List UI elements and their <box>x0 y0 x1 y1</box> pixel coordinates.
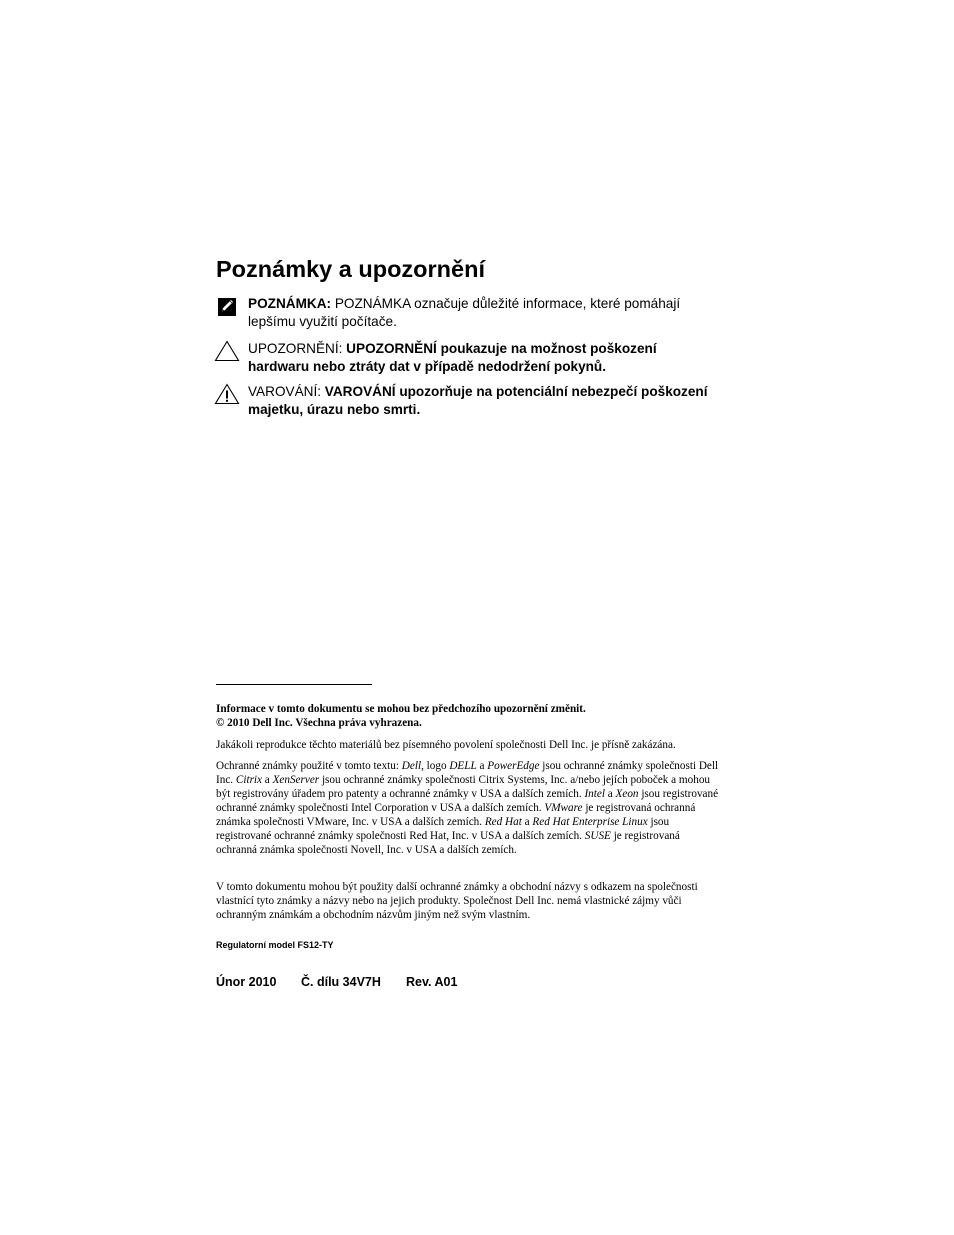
warning-label: VAROVÁNÍ: <box>248 384 322 399</box>
trademark-dell: Dell <box>401 760 422 772</box>
caution-text <box>248 340 714 375</box>
warning-block <box>214 383 714 418</box>
warning-exclamation-icon <box>214 383 240 405</box>
trademark-xenserver: XenServer <box>272 774 320 786</box>
footer-date: Únor 2010 <box>216 975 277 989</box>
caution-block <box>214 340 714 375</box>
trademark-rhel: Red Hat Enterprise Linux <box>532 816 648 828</box>
note-body: POZNÁMKA označuje důležité informace, které pomáhají lepšímu využití počítače. <box>248 296 681 329</box>
regulatory-model: Regulatorní model FS12-TY <box>216 940 334 950</box>
trademark-text: Ochranné známky použité v tomto textu: <box>216 760 402 772</box>
trademark-text: , logo <box>421 760 450 772</box>
trademark-text: a <box>476 760 488 772</box>
other-trademarks-notice: V tomto dokumentu mohou být použity další ochranné známky a obchodní názvy s odkazem na společnosti vlastnící tyto známky a názvy nebo na jejich produkty. Společnost Dell Inc. nemá vlastnické zájmy vůči ochranným známkám a obchodním názvům jiným než svým vlastním. <box>216 881 698 921</box>
caution-body: UPOZORNĚNÍ poukazuje na možnost poškození hardwaru nebo ztráty dat v případě nedodržení pokynů. <box>248 341 657 374</box>
caution-triangle-icon <box>214 340 240 362</box>
trademark-vmware: VMware <box>544 802 583 814</box>
footnote-divider <box>216 684 372 685</box>
trademark-text: a <box>521 816 533 828</box>
legal-notice-line: Informace v tomto dokumentu se mohou bez předchozího upozornění změnit. <box>216 703 586 715</box>
trademark-poweredge: PowerEdge <box>487 760 540 772</box>
trademark-text: jsou registrované ochranné známky společnosti Intel Corporation v USA a dalších zemích. <box>216 788 719 814</box>
trademark-text: jsou ochranné známky společnosti Citrix Systems, Inc. a/nebo jejích poboček a mohou být registrovány úřadem pro patenty a ochranné známky v USA a dalších zemích. <box>216 774 711 800</box>
trademark-text: a <box>604 788 616 800</box>
trademark-text: jsou registrované ochranné známky společnosti Red Hat, Inc. v USA a dalších zemích. <box>216 816 670 842</box>
footer-revision: Rev. A01 <box>406 975 458 989</box>
footer-part-number: Č. dílu 34V7H <box>301 975 381 989</box>
trademark-redhat: Red Hat <box>484 816 522 828</box>
reproduction-notice: Jakákoli reprodukce těchto materiálů bez písemného povolení společnosti Dell Inc. je přísně zakázána. <box>216 739 676 751</box>
trademark-text: a <box>262 774 273 786</box>
trademark-text: jsou ochranné známky společnosti Dell Inc. <box>216 760 719 786</box>
trademark-text: je registrovaná ochranná známka společnosti Novell, Inc. v USA a dalších zemích. <box>216 830 680 856</box>
note-block <box>214 295 714 330</box>
note-text <box>248 295 714 330</box>
page-title: Poznámky a upozornění <box>216 256 485 282</box>
legal-notice <box>216 702 721 730</box>
trademark-suse: SUSE <box>584 830 611 842</box>
trademark-xeon: Xeon <box>615 788 639 800</box>
trademark-dell-logo: DELL <box>449 760 477 772</box>
copyright-line: © 2010 Dell Inc. Všechna práva vyhrazena. <box>216 717 422 729</box>
caution-label: UPOZORNĚNÍ: <box>248 341 343 356</box>
warning-text <box>248 383 714 418</box>
warning-body: VAROVÁNÍ upozorňuje na potenciální nebezpečí poškození majetku, úrazu nebo smrti. <box>248 384 708 417</box>
trademark-citrix: Citrix <box>235 774 262 786</box>
trademark-notice <box>216 759 721 857</box>
trademark-text: je registrovaná ochranná známka společnosti VMware, Inc. v USA a dalších zemích. <box>216 802 696 828</box>
note-label: POZNÁMKA: <box>248 296 332 311</box>
document-footer <box>216 975 457 989</box>
note-pencil-icon <box>214 295 240 317</box>
trademark-intel: Intel <box>584 788 605 800</box>
